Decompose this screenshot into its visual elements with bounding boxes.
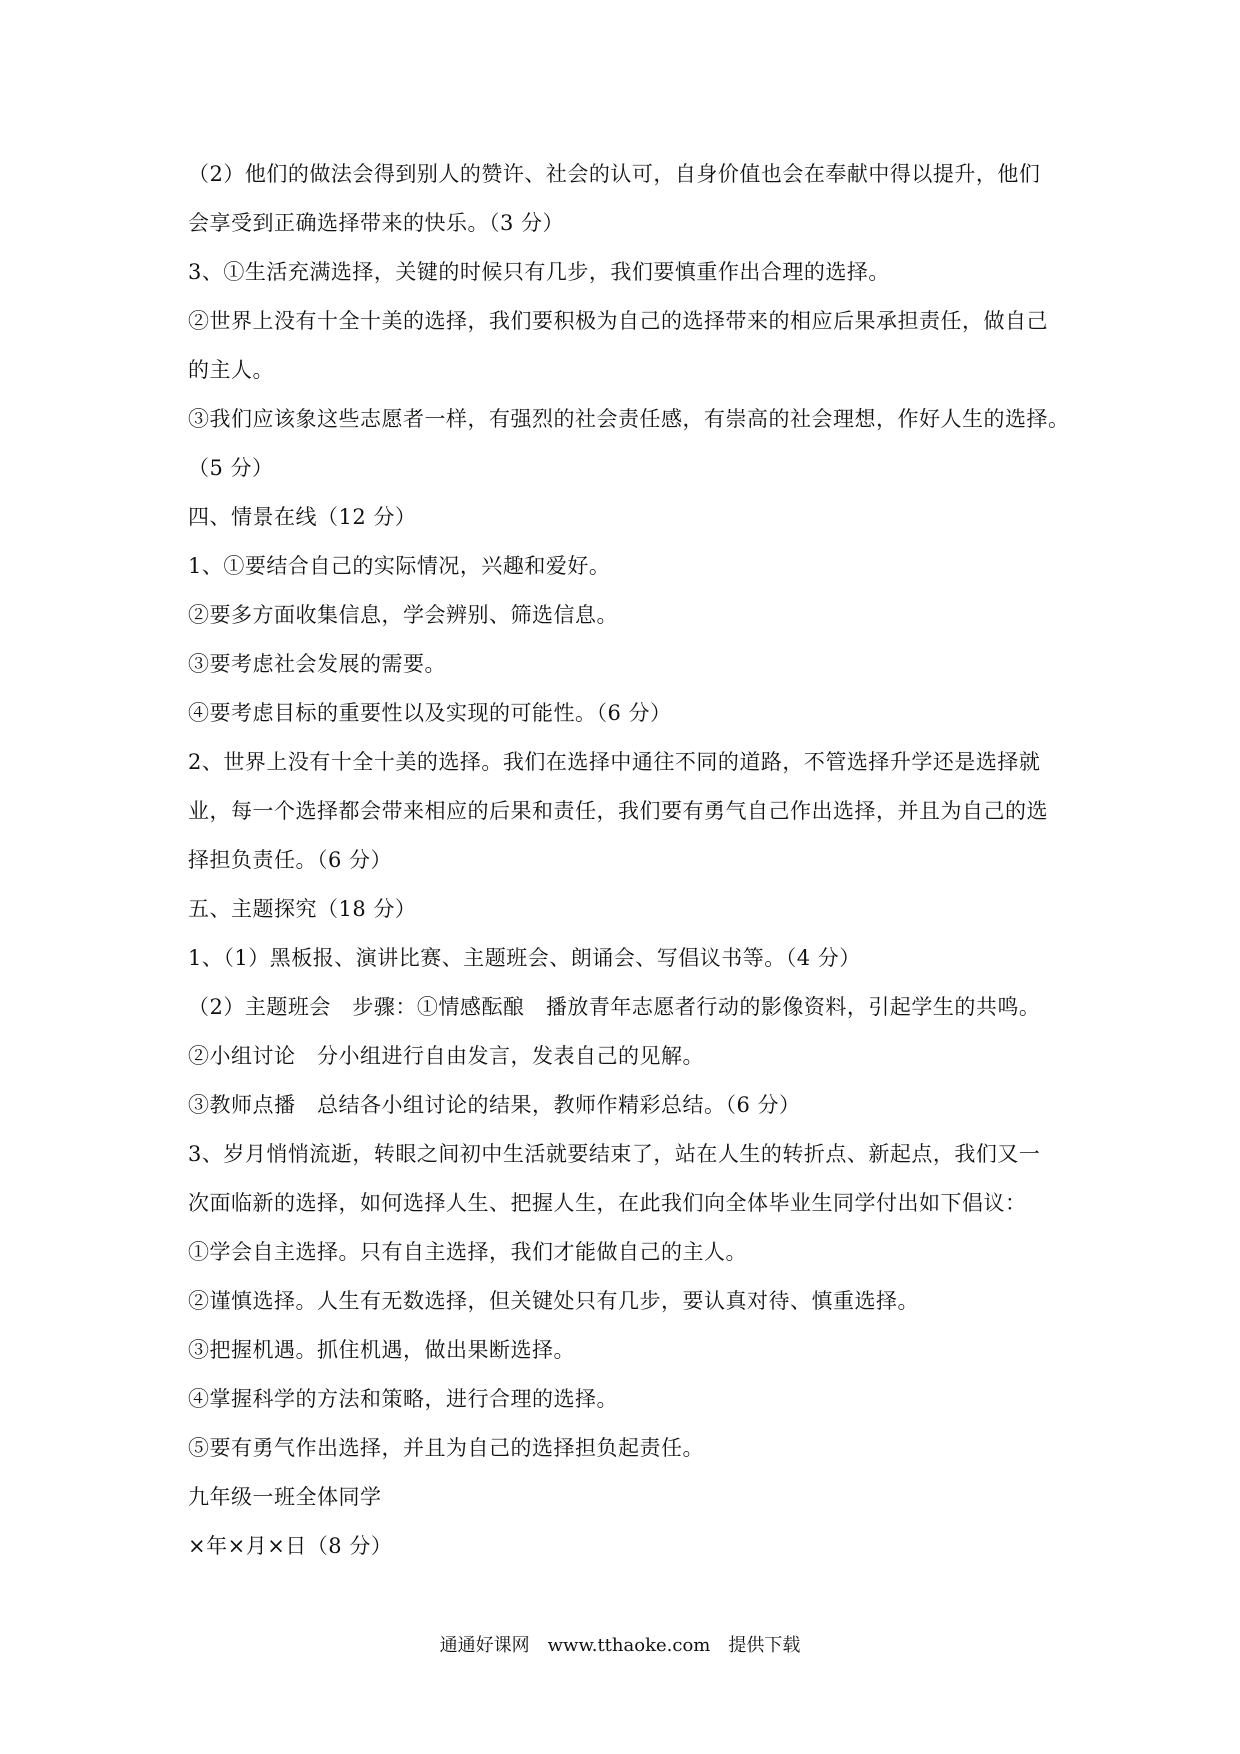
text-line: ③教师点播 总结各小组讨论的结果，教师作精彩总结。（6 分） [188, 1093, 801, 1117]
text-line: 业，每一个选择都会带来相应的后果和责任，我们要有勇气自己作出选择，并且为自己的选 [188, 799, 1048, 823]
text-line: 3、①生活充满选择，关键的时候只有几步，我们要慎重作出合理的选择。 [188, 260, 890, 284]
text-line: 会享受到正确选择带来的快乐。（3 分） [188, 211, 565, 235]
text-line: ⑤要有勇气作出选择，并且为自己的选择担负起责任。 [188, 1436, 704, 1460]
text-line: 1、（1）黑板报、演讲比赛、主题班会、朗诵会、写倡议书等。（4 分） [188, 946, 861, 970]
text-line: 择担负责任。（6 分） [188, 848, 393, 872]
page-footer: 通通好课网 www.tthaoke.com 提供下载 [439, 1635, 801, 1656]
text-line: ②世界上没有十全十美的选择，我们要积极为自己的选择带来的相应后果承担责任，做自己 [188, 309, 1048, 333]
section-heading: 四、情景在线（12 分） [188, 505, 417, 529]
text-line: 的主人。 [188, 358, 274, 382]
text-line: （2）主题班会 步骤：①情感酝酿 播放青年志愿者行动的影像资料，引起学生的共鸣。 [188, 995, 1041, 1019]
text-line: ②要多方面收集信息，学会辨别、筛选信息。 [188, 603, 618, 627]
text-line: ②谨慎选择。人生有无数选择，但关键处只有几步，要认真对待、慎重选择。 [188, 1289, 919, 1313]
text-line: 2、世界上没有十全十美的选择。我们在选择中通往不同的道路，不管选择升学还是选择就 [188, 750, 1041, 774]
text-line: ③要考虑社会发展的需要。 [188, 652, 446, 676]
text-line: ②小组讨论 分小组进行自由发言，发表自己的见解。 [188, 1044, 704, 1068]
text-line: （5 分） [188, 456, 274, 480]
text-line: 3、岁月悄悄流逝，转眼之间初中生活就要结束了，站在人生的转折点、新起点，我们又一 [188, 1142, 1041, 1166]
text-line: 次面临新的选择，如何选择人生、把握人生，在此我们向全体毕业生同学付出如下倡议： [188, 1191, 1027, 1215]
text-line: 1、①要结合自己的实际情况，兴趣和爱好。 [188, 554, 611, 578]
text-line: ①学会自主选择。只有自主选择，我们才能做自己的主人。 [188, 1240, 747, 1264]
text-line: （2）他们的做法会得到别人的赞许、社会的认可，自身价值也会在奉献中得以提升，他们 [188, 162, 1041, 186]
date-line: ×年×月×日（8 分） [188, 1534, 393, 1558]
text-line: ④要考虑目标的重要性以及实现的可能性。（6 分） [188, 701, 672, 725]
answer-body [188, 150, 1068, 1571]
text-line: ③把握机遇。抓住机遇，做出果断选择。 [188, 1338, 575, 1362]
signature-line: 九年级一班全体同学 [188, 1485, 382, 1509]
text-line: ③我们应该象这些志愿者一样，有强烈的社会责任感，有崇高的社会理想，作好人生的选择。 [188, 407, 1070, 431]
text-line: ④掌握科学的方法和策略，进行合理的选择。 [188, 1387, 618, 1411]
section-heading: 五、主题探究（18 分） [188, 897, 417, 921]
